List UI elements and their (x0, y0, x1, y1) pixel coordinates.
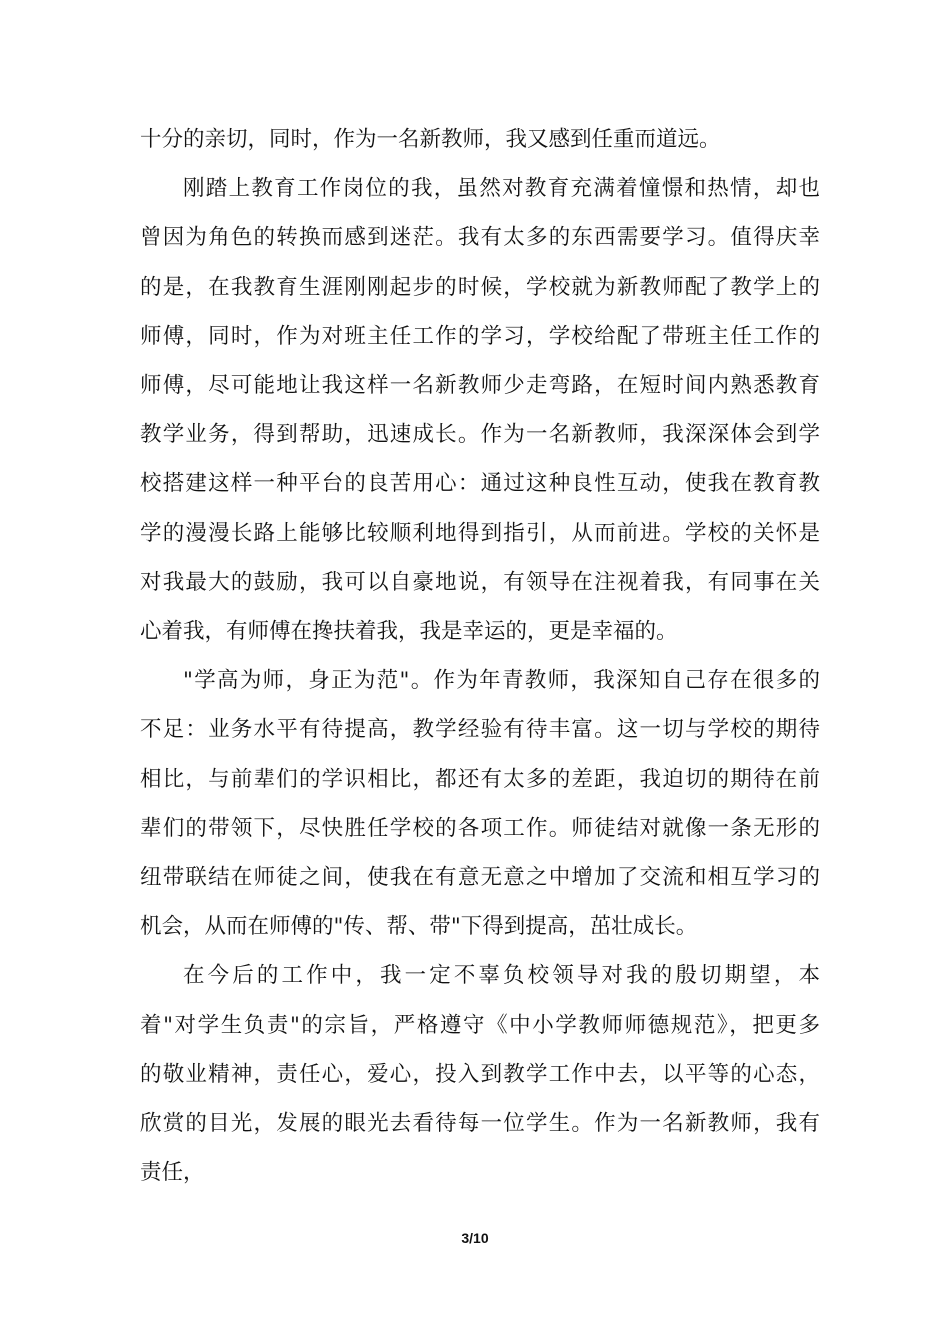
text-line: 曾因为角色的转换而感到迷茫。我有太多的东西需要学习。值得庆幸 (140, 225, 820, 250)
paragraph-first-line: 在今后的工作中，我一定不辜负校领导对我的殷切期望，本 (183, 963, 820, 988)
page-number: 3/10 (461, 1230, 489, 1246)
text-line: 辈们的带领下，尽快胜任学校的各项工作。师徒结对就像一条无形的 (140, 816, 820, 841)
text-line: 师傅，尽可能地让我这样一名新教师少走弯路，在短时间内熟悉教育 (140, 373, 820, 398)
text-line: 十分的亲切，同时，作为一名新教师，我又感到任重而道远。 (140, 127, 721, 152)
text-line: 机会，从而在师傅的"传、帮、带"下得到提高，茁壮成长。 (140, 914, 698, 939)
paragraph-first-line: 刚踏上教育工作岗位的我，虽然对教育充满着憧憬和热情，却也 (183, 176, 820, 201)
text-line: 不足：业务水平有待提高，教学经验有待丰富。这一切与学校的期待 (140, 717, 820, 742)
text-line: 的是，在我教育生涯刚刚起步的时候，学校就为新教师配了教学上的 (140, 275, 820, 300)
text-line: 心着我，有师傅在搀扶着我，我是幸运的，更是幸福的。 (140, 619, 678, 644)
text-line: 责任， (140, 1160, 205, 1185)
text-line: 的敬业精神，责任心，爱心，投入到教学工作中去，以平等的心态， (140, 1062, 820, 1087)
text-line: 着"对学生负责"的宗旨，严格遵守《中小学教师师德规范》，把更多 (140, 1013, 820, 1038)
text-line: 学的漫漫长路上能够比较顺利地得到指引，从而前进。学校的关怀是 (140, 521, 820, 546)
text-line: 欣赏的目光，发展的眼光去看待每一位学生。作为一名新教师，我有 (140, 1111, 820, 1136)
text-line: 相比，与前辈们的学识相比，都还有太多的差距，我迫切的期待在前 (140, 767, 820, 792)
text-line: 对我最大的鼓励，我可以自豪地说，有领导在注视着我，有同事在关 (140, 570, 820, 595)
paragraph-first-line: "学高为师，身正为范"。作为年青教师，我深知自己存在很多的 (183, 668, 820, 693)
text-line: 教学业务，得到帮助，迅速成长。作为一名新教师，我深深体会到学 (140, 422, 820, 447)
text-line: 纽带联结在师徒之间，使我在有意无意之中增加了交流和相互学习的 (140, 865, 820, 890)
text-line: 师傅，同时，作为对班主任工作的学习，学校给配了带班主任工作的 (140, 324, 820, 349)
text-line: 校搭建这样一种平台的良苦用心：通过这种良性互动，使我在教育教 (140, 471, 820, 496)
